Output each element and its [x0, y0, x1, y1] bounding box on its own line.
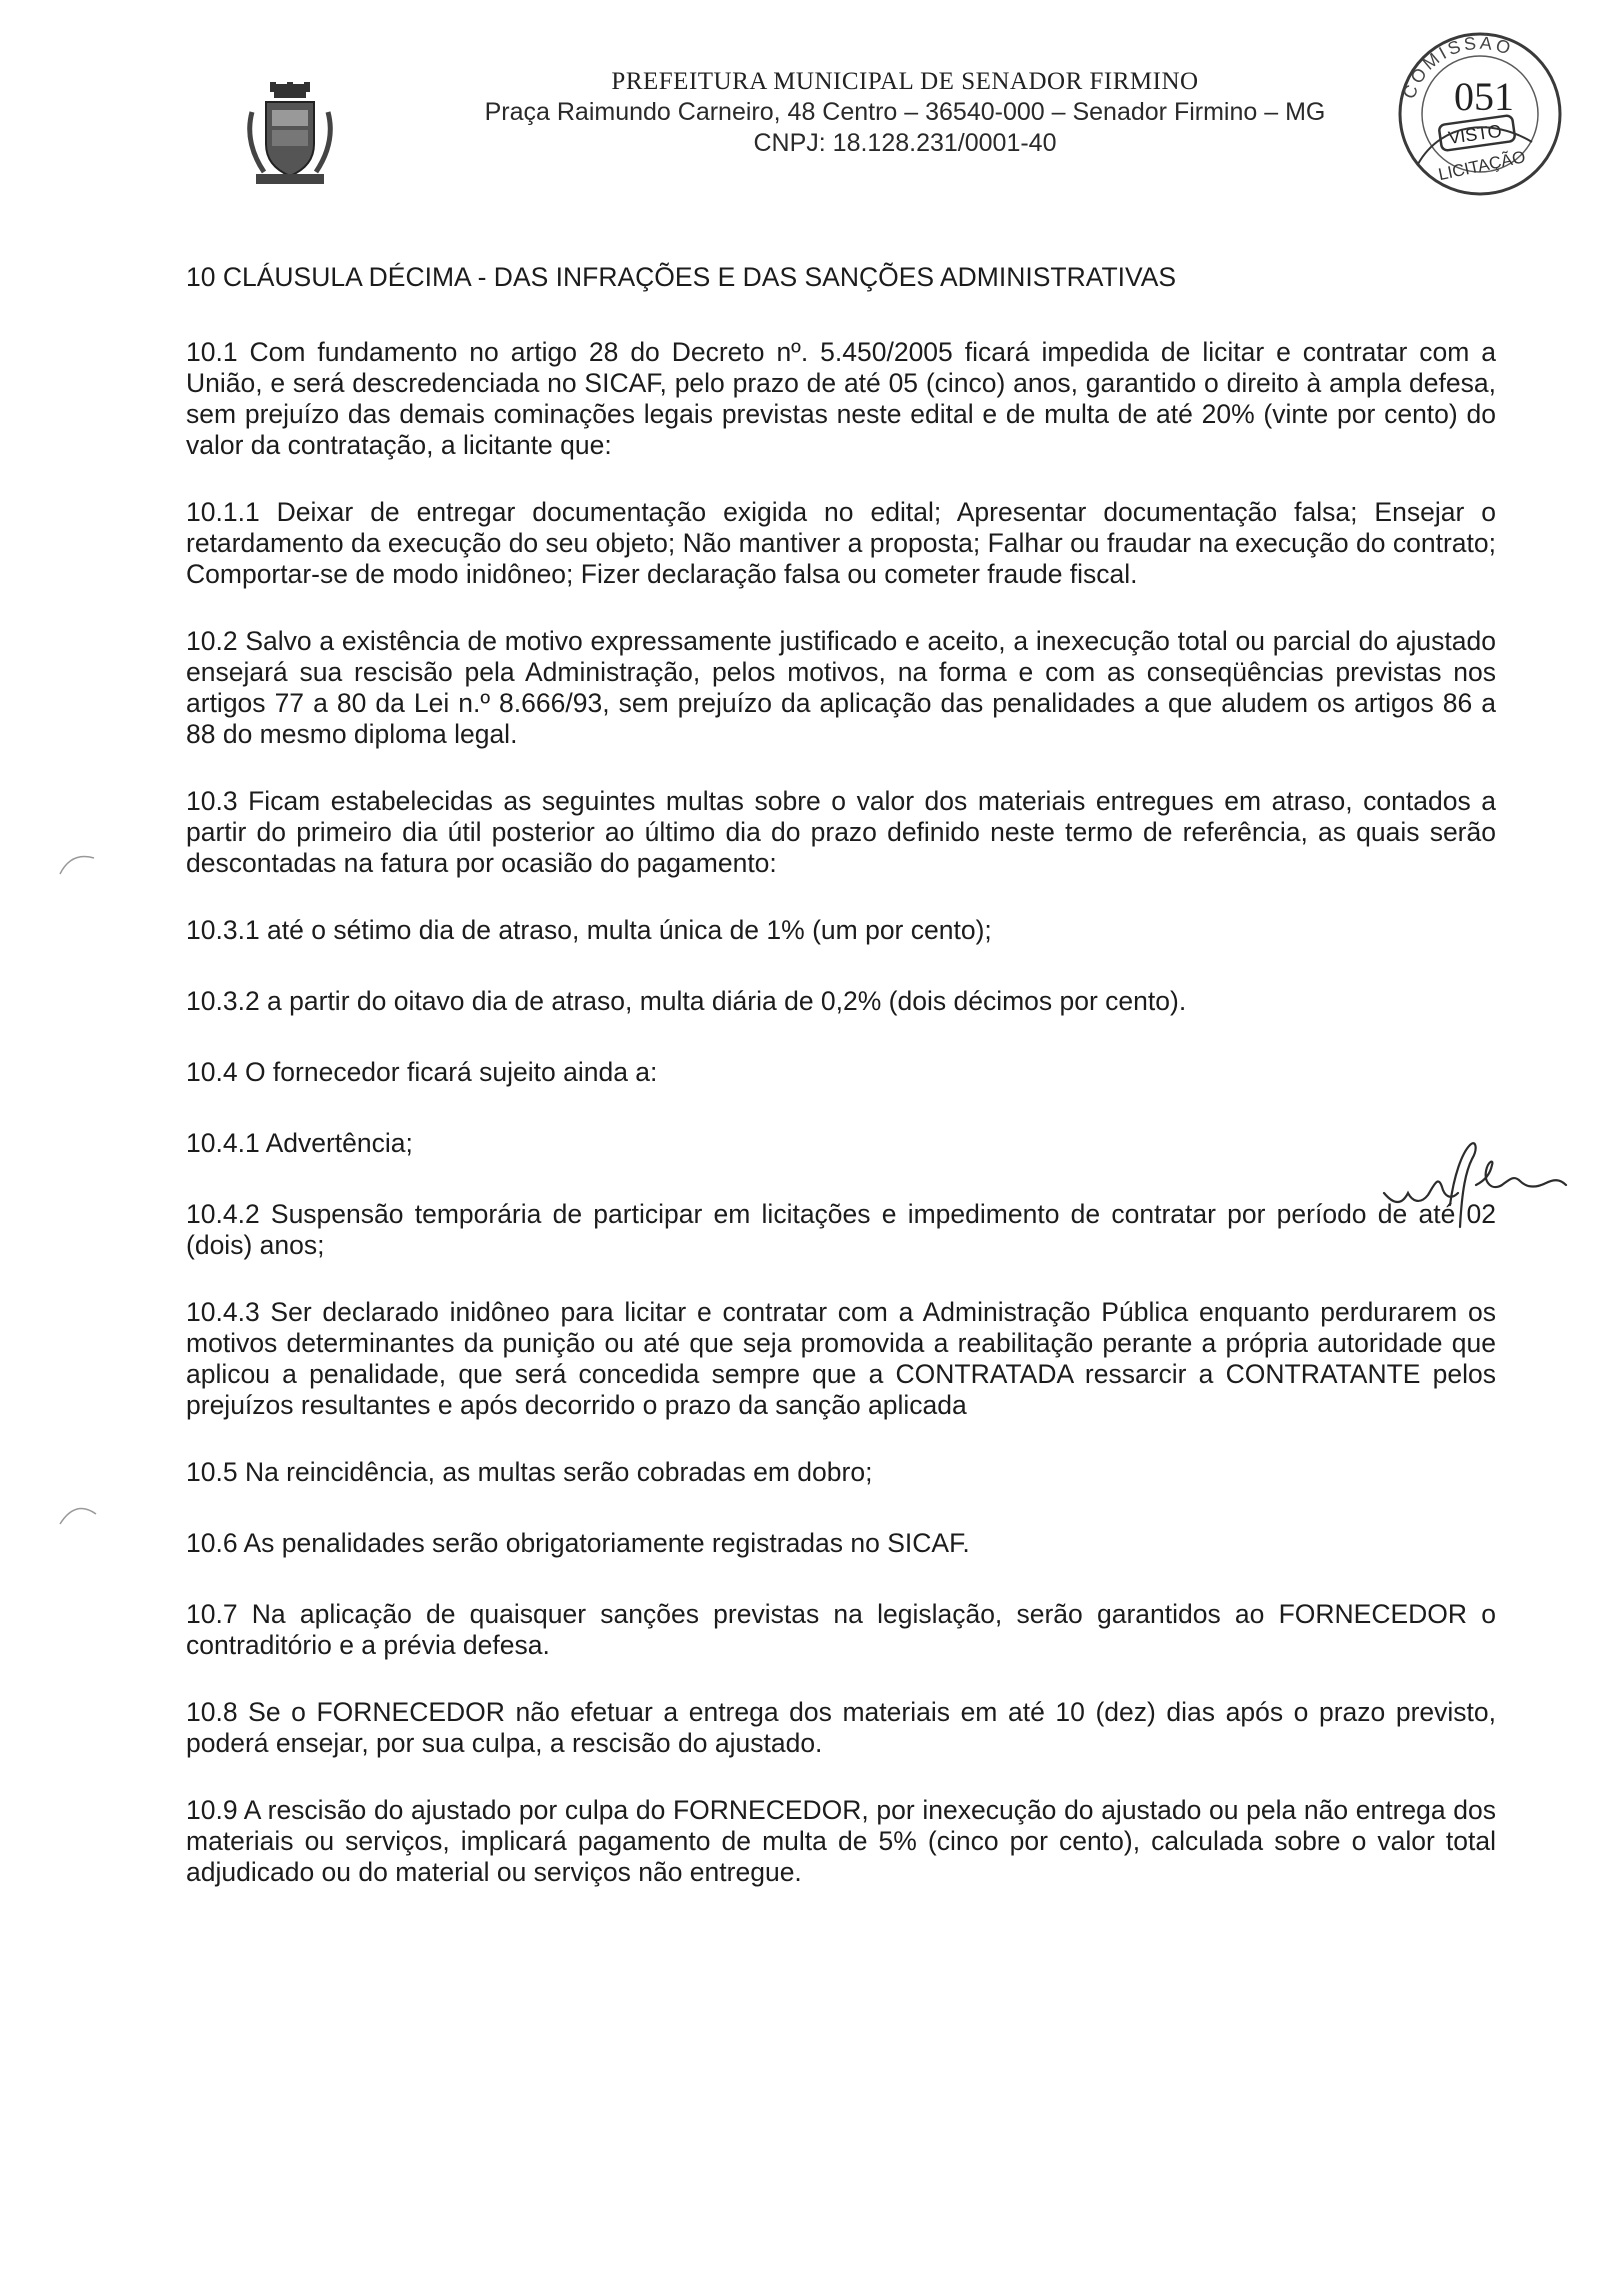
stamp-number: 051 [1454, 74, 1514, 119]
paragraph-10-3: 10.3 Ficam estabelecidas as seguintes multas sobre o valor dos materiais entregues em atraso, contados a partir do primeiro dia útil posterior ao último dia do prazo definido neste termo de referência, as quais serão descontadas na fatura por ocasião do pagamento: [186, 786, 1496, 878]
paragraph-10-4-2: 10.4.2 Suspensão temporária de participar em licitações e impedimento de contratar por período de até 02 (dois) anos; [186, 1199, 1496, 1260]
handwritten-rubric-signature [1380, 1135, 1570, 1235]
paragraph-10-7: 10.7 Na aplicação de quaisquer sanções previstas na legislação, serão garantidos ao FORNECEDOR o contraditório e a prévia defesa. [186, 1599, 1496, 1660]
municipality-address: Praça Raimundo Carneiro, 48 Centro – 36540-000 – Senador Firmino – MG [484, 98, 1326, 126]
paragraph-10-5: 10.5 Na reincidência, as multas serão cobradas em dobro; [186, 1457, 873, 1487]
margin-mark [58, 848, 98, 878]
paragraph-10-3-1: 10.3.1 até o sétimo dia de atraso, multa única de 1% (um por cento); [186, 915, 992, 945]
letterhead [430, 68, 1380, 158]
paragraph-10-3-2: 10.3.2 a partir do oitavo dia de atraso, multa diária de 0,2% (dois décimos por cento). [186, 986, 1187, 1016]
paragraph-10-2: 10.2 Salvo a existência de motivo expressamente justificado e aceito, a inexecução total ou parcial do ajustado ensejará sua rescisão pela Administração, pelos motivos, na forma e com as conseqüências previstas nos artigos 77 a 80 da Lei n.º 8.666/93, sem prejuízo da aplicação das penalidades a que aludem os artigos 86 a 88 do mesmo diploma legal. [186, 626, 1496, 749]
municipality-name: PREFEITURA MUNICIPAL DE SENADOR FIRMINO [611, 68, 1199, 95]
stamp-top-text: COMISSÃO [1398, 32, 1516, 102]
stamp-middle: VISTO [1447, 120, 1503, 148]
paragraph-10-4-3: 10.4.3 Ser declarado inidôneo para licitar e contratar com a Administração Pública enquanto perdurarem os motivos determinantes da punição ou até que seja promovida a reabilitação perante a própria autoridade que aplicou a penalidade, que será concedida sempre que a CONTRATADA ressarcir a CONTRATANTE pelos prejuízos resultantes e após decorrido o prazo da sanção aplicada [186, 1297, 1496, 1420]
paragraph-10-9: 10.9 A rescisão do ajustado por culpa do FORNECEDOR, por inexecução do ajustado ou pela não entrega dos materiais ou serviços, implicará pagamento de multa de 5% (cinco por cento), calculada sobre o valor total adjudicado ou do material ou serviços não entregue. [186, 1795, 1496, 1887]
paragraph-10-4: 10.4 O fornecedor ficará sujeito ainda a: [186, 1057, 658, 1087]
paragraph-10-8: 10.8 Se o FORNECEDOR não efetuar a entrega dos materiais em até 10 (dez) dias após o prazo previsto, poderá ensejar, por sua culpa, a rescisão do ajustado. [186, 1697, 1496, 1758]
stamp-bottom: LICITAÇÃO [1436, 147, 1528, 185]
clause-body [186, 262, 1496, 1924]
municipality-cnpj: CNPJ: 18.128.231/0001-40 [753, 129, 1057, 157]
clause-heading: 10 CLÁUSULA DÉCIMA - DAS INFRAÇÕES E DAS SANÇÕES ADMINISTRATIVAS [186, 262, 1177, 292]
paragraph-10-1-1: 10.1.1 Deixar de entregar documentação exigida no edital; Apresentar documentação falsa; Ensejar o retardamento da execução do seu objeto; Não mantiver a proposta; Falhar ou fraudar na execução do contrato; Comportar-se de modo inidôneo; Fizer declaração falsa ou cometer fraude fiscal. [186, 497, 1496, 589]
paragraph-10-6: 10.6 As penalidades serão obrigatoriamente registradas no SICAF. [186, 1528, 970, 1558]
margin-mark [58, 1500, 98, 1530]
paragraph-10-1: 10.1 Com fundamento no artigo 28 do Decreto nº. 5.450/2005 ficará impedida de licitar e contratar com a União, e será descredenciada no SICAF, pelo prazo de até 05 (cinco) anos, garantido o direito à ampla defesa, sem prejuízo das demais cominações legais previstas neste edital e de multa de até 20% (vinte por cento) do valor da contratação, a licitante que: [186, 337, 1496, 460]
paragraph-10-4-1: 10.4.1 Advertência; [186, 1128, 413, 1158]
commission-stamp [1382, 22, 1578, 202]
municipal-crest-icon [242, 82, 338, 192]
